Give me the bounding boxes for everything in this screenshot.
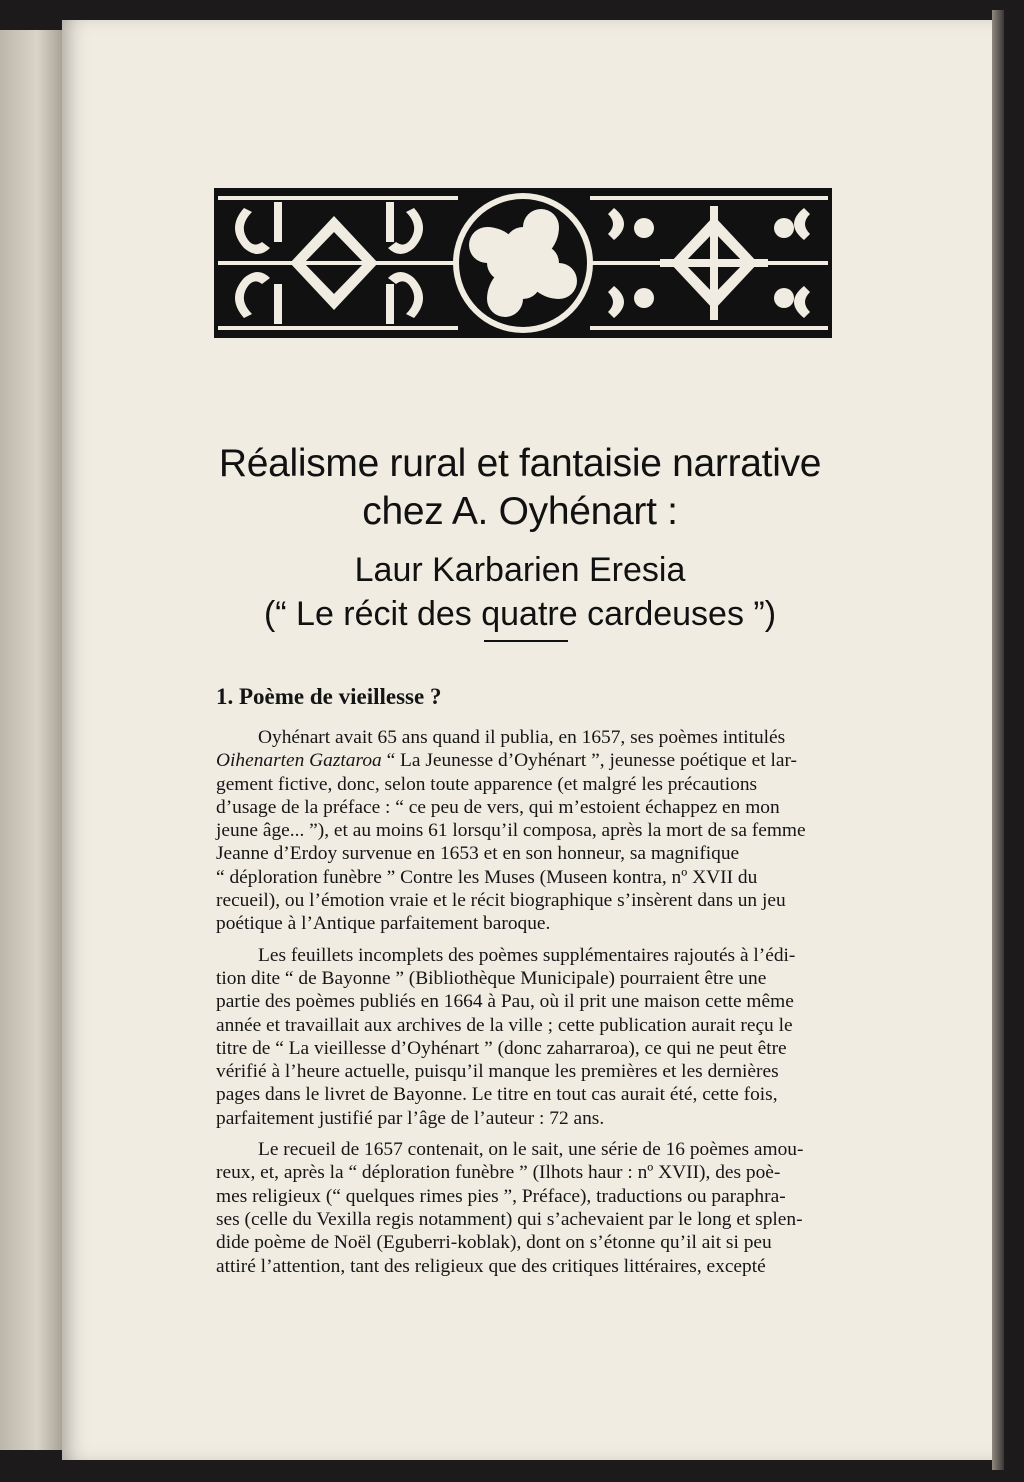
title-rule — [484, 640, 568, 642]
text-line — [216, 749, 832, 772]
paragraph-2 — [216, 944, 832, 1130]
article-title-line-1: Réalisme rural et fantaisie narrative — [218, 442, 822, 485]
text-line: dide poème de Noël (Eguberri-koblak), dont on s’étonne qu’il ait si peu — [216, 1232, 772, 1254]
text-line: parfaitement justifié par l’âge de l’auteur : 72 ans. — [216, 1107, 605, 1129]
text-line: mes religieux (“ quelques rimes pies ”, Préface), traductions ou paraphra- — [216, 1185, 786, 1207]
article-title-line-2: chez A. Oyhénart : — [362, 490, 678, 533]
text-line: Le recueil de 1657 contenait, on le sait, une série de 16 poèmes amou- — [258, 1139, 804, 1161]
text-line: attiré l’attention, tant des religieux que des critiques littéraires, excepté — [216, 1255, 766, 1277]
text-line: Oyhénart avait 65 ans quand il publia, en 1657, ses poèmes intitulés — [258, 727, 786, 748]
text-line: partie des poèmes publiés en 1664 à Pau, où il prit une maison cette même — [216, 991, 794, 1013]
text-line: Les feuillets incomplets des poèmes supplémentaires rajoutés à l’édi- — [258, 944, 796, 966]
text-line: titre de “ La vieillesse d’Oyhénart ” (donc zaharraroa), ce qui ne peut être — [216, 1037, 787, 1059]
lauburu-frieze-icon — [214, 188, 832, 338]
text-line: jeune âge... ”), et au moins 61 lorsqu’il composa, après la mort de sa femme — [216, 820, 806, 842]
text-line: d’usage de la préface : “ ce peu de vers, qui m’estoient échappez en mon — [216, 796, 780, 818]
article-title-block — [190, 440, 850, 634]
text-line: “ déploration funèbre ” Contre les Muses (Museen kontra, nº XVII du — [216, 866, 758, 888]
text-line: tion dite “ de Bayonne ” (Bibliothèque Municipale) pourraient être une — [216, 967, 767, 989]
text-line: pages dans le livret de Bayonne. Le titre en tout cas aurait été, cette fois, — [216, 1084, 778, 1106]
text-italic: Oihenarten Gaztaroa — [216, 750, 382, 772]
body-text — [216, 726, 832, 1286]
facing-page-edge — [0, 30, 62, 1450]
page-edge-shadow — [992, 10, 1004, 1470]
text-line: Jeanne d’Erdoy survenue en 1653 et en son honneur, sa magnifique — [216, 843, 740, 865]
text-line: vérifié à l’heure actuelle, puisqu’il manque les premières et les dernières — [216, 1061, 779, 1083]
section-heading: 1. Poème de vieillesse ? — [216, 684, 442, 709]
paragraph-3 — [216, 1138, 832, 1278]
text-line: ses (celle du Vexilla regis notamment) qui s’achevaient par le long et splen- — [216, 1208, 803, 1230]
text-line: poétique à l’Antique parfaitement baroque. — [216, 913, 551, 935]
text-line: gement fictive, donc, selon toute apparence (et malgré les précautions — [216, 773, 758, 795]
article-subtitle-line-1: Laur Karbarien Eresia — [354, 551, 686, 589]
text-line: reux, et, après la “ déploration funèbre ” (Ilhots haur : nº XVII), des poè- — [216, 1162, 781, 1184]
paragraph-1 — [216, 726, 832, 936]
text-line: recueil), ou l’émotion vraie et le récit biographique s’insèrent dans un jeu — [216, 890, 786, 912]
text-line-rest: “ La Jeunesse d’Oyhénart ”, jeunesse poétique et lar- — [381, 750, 797, 772]
article-subtitle-line-2: (“ Le récit des quatre cardeuses ”) — [263, 595, 777, 633]
text-line: année et travaillait aux archives de la ville ; cette publication aurait reçu le — [216, 1014, 793, 1036]
